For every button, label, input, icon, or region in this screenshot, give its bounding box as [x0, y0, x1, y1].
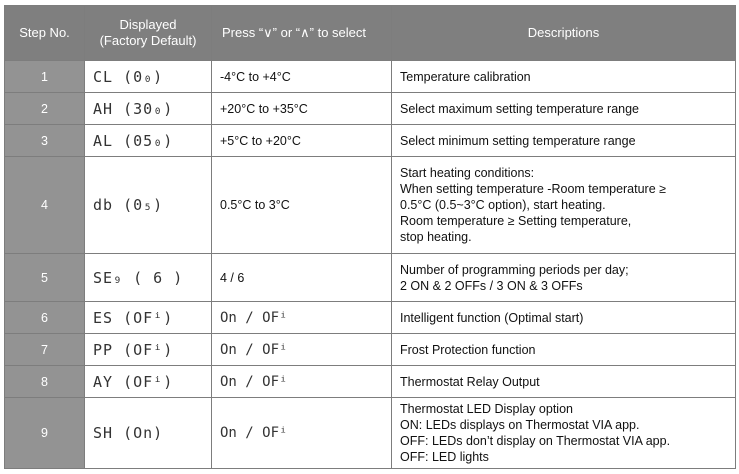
header-displayed	[85, 6, 212, 61]
table-row	[5, 366, 736, 398]
table-row	[5, 61, 736, 93]
description	[392, 398, 736, 469]
select-range: -4°C to +4°C	[212, 61, 392, 93]
step-number: 6	[5, 302, 85, 334]
description	[392, 302, 736, 334]
display-code: AH (30₀)	[85, 93, 212, 125]
description-line: Intelligent function (Optimal start)	[400, 310, 584, 325]
header-step: Step No.	[5, 6, 85, 61]
description	[392, 93, 736, 125]
description-line: OFF: LEDs don’t display on Thermostat VIA app.	[400, 434, 671, 448]
description-line: Thermostat Relay Output	[400, 374, 540, 389]
table-row	[5, 157, 736, 254]
step-number: 3	[5, 125, 85, 157]
step-number: 4	[5, 157, 85, 254]
step-number: 2	[5, 93, 85, 125]
description-line: Room temperature ≥ Setting temperature,	[400, 214, 632, 228]
select-range: +20°C to +35°C	[212, 93, 392, 125]
display-code: SH (On)	[85, 398, 212, 469]
header-displayed-label: Displayed	[119, 17, 177, 32]
table-row	[5, 254, 736, 302]
display-code: AY (OFⁱ)	[85, 366, 212, 398]
description	[392, 125, 736, 157]
step-number: 8	[5, 366, 85, 398]
table-row	[5, 334, 736, 366]
description-line: stop heating.	[400, 230, 472, 244]
description-line: 2 ON & 2 OFFs / 3 ON & 3 OFFs	[400, 278, 583, 293]
description-line: When setting temperature -Room temperature ≥	[400, 182, 667, 196]
select-range: On / OFⁱ	[212, 334, 392, 366]
step-number: 9	[5, 398, 85, 469]
table-row	[5, 93, 736, 125]
select-range: On / OFⁱ	[212, 398, 392, 469]
table-row	[5, 398, 736, 469]
display-code: SE₉ ( 6 )	[85, 254, 212, 302]
description-line: Select maximum setting temperature range	[400, 101, 639, 116]
step-number: 1	[5, 61, 85, 93]
display-code: db (0₅)	[85, 157, 212, 254]
description-line: ON: LEDs displays on Thermostat VIA app.	[400, 418, 640, 432]
header-descriptions: Descriptions	[392, 6, 736, 61]
display-code: CL (0₀)	[85, 61, 212, 93]
description-line: Start heating conditions:	[400, 166, 535, 180]
display-code: PP (OFⁱ)	[85, 334, 212, 366]
step-number: 7	[5, 334, 85, 366]
display-code: ES (OFⁱ)	[85, 302, 212, 334]
settings-table	[4, 5, 736, 469]
description-line: Select minimum setting temperature range	[400, 133, 636, 148]
description-line: Thermostat LED Display option	[400, 402, 573, 416]
display-code: AL (05₀)	[85, 125, 212, 157]
header-row	[5, 6, 736, 61]
description-line: OFF: LED lights	[400, 450, 489, 464]
select-range: On / OFⁱ	[212, 302, 392, 334]
select-range: On / OFⁱ	[212, 366, 392, 398]
header-displayed-sub: (Factory Default)	[99, 33, 197, 48]
description	[392, 334, 736, 366]
description	[392, 366, 736, 398]
description-line: Number of programming periods per day;	[400, 262, 629, 277]
description	[392, 254, 736, 302]
select-range: 0.5°C to 3°C	[212, 157, 392, 254]
header-press: Press “∨” or “∧” to select	[212, 6, 392, 61]
description	[392, 61, 736, 93]
step-number: 5	[5, 254, 85, 302]
select-range: 4 / 6	[212, 254, 392, 302]
table-row	[5, 302, 736, 334]
select-range: +5°C to +20°C	[212, 125, 392, 157]
description-line: 0.5°C (0.5~3°C option), start heating.	[400, 198, 606, 212]
description-line: Temperature calibration	[400, 69, 531, 84]
description	[392, 157, 736, 254]
description-line: Frost Protection function	[400, 342, 536, 357]
table-row	[5, 125, 736, 157]
